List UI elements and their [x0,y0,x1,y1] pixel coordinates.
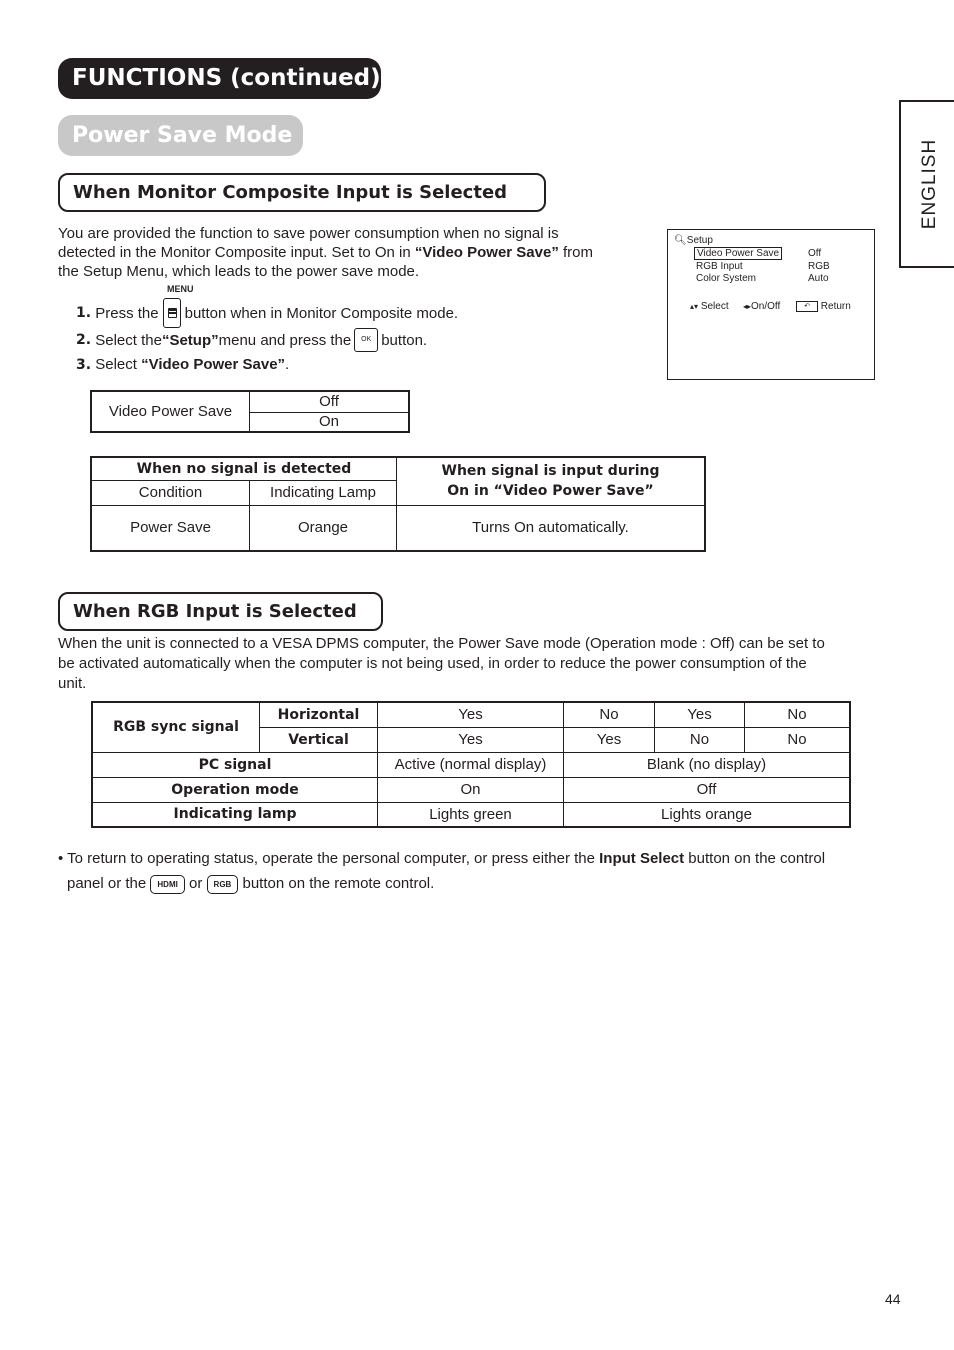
rgb-button-icon: RGB [207,875,239,894]
vertical-label: Vertical [260,727,378,752]
page-number: 44 [885,1291,901,1307]
rgb-heading: When RGB Input is Selected [58,592,383,631]
osd-item: Color System [696,273,757,284]
sync-cell: No [564,702,655,727]
rgb-intro-line-3: unit. [58,675,87,692]
osd-item-value: RGB [808,261,830,272]
step-3: 3. Select “Video Power Save”. [76,356,290,373]
sync-cell: Yes [655,702,745,727]
return-icon: ↶ [796,301,818,312]
input-select-emphasis: Input Select [599,850,685,867]
return-note [58,846,888,896]
rgb-intro-line-2: be activated automatically when the computer is not being used, in order to reduce the power consumption of the [58,655,807,672]
option-on: On [250,412,410,432]
rgb-intro-line-1: When the unit is connected to a VESA DPMS computer, the Power Save mode (Operation mode : Off) can be set to [58,635,825,652]
step-number: 1. [76,305,92,321]
sync-cell: No [745,727,851,752]
signal-input-header: When signal is input during On in “Video Power Save” [397,457,706,505]
signal-table [90,456,706,552]
step-2: 2. Select the “Setup” menu and press the OK button. [76,328,427,352]
indicating-lamp-green: Lights green [378,802,564,827]
rgb-intro [58,634,888,694]
language-tab [899,100,954,268]
sync-cell: Yes [564,727,655,752]
pc-signal-active: Active (normal display) [378,752,564,777]
lamp-value: Orange [250,505,397,551]
section-title: Power Save Mode [58,115,303,156]
video-power-save-emphasis: “Video Power Save” [414,244,559,261]
osd-footer-select: ▴▾ Select [690,301,729,312]
sync-cell: Yes [378,702,564,727]
language-tab-label: ENGLISH [919,138,940,230]
osd-item-value: Auto [808,273,829,284]
pc-signal-label: PC signal [92,752,378,777]
osd-setup-menu [667,229,875,380]
no-signal-header: When no signal is detected [91,457,397,480]
indicating-lamp-orange: Lights orange [564,802,851,827]
osd-item-value: Off [808,248,822,259]
up-down-arrow-icon: ▴▾ [690,302,699,311]
osd-item: RGB Input [696,261,743,272]
osd-footer-return: ↶ Return [796,301,851,312]
operation-mode-label: Operation mode [92,777,378,802]
condition-header: Condition [91,480,250,505]
return-note-line-2: panel or the HDMI or RGB button on the remote control. [67,875,435,892]
lamp-header: Indicating Lamp [250,480,397,505]
option-off: Off [250,391,410,412]
left-right-arrow-icon: ◂▸ [743,302,752,311]
composite-heading: When Monitor Composite Input is Selected [58,173,546,212]
osd-title: 🔍︎ Setup [674,235,713,246]
sync-label: RGB sync signal [92,702,260,752]
sync-cell: No [745,702,851,727]
composite-intro-line-2: detected in the Monitor Composite input. Set to On in “Video Power Save” from [58,244,593,261]
menu-button-icon [163,298,181,328]
menu-button-caption: MENU [167,284,194,294]
result-value: Turns On automatically. [397,505,706,551]
operation-mode-on: On [378,777,564,802]
sync-cell: Yes [378,727,564,752]
osd-item: Video Power Save [694,248,782,259]
condition-value: Power Save [91,505,250,551]
wrench-icon: 🔍︎ [674,235,687,246]
option-label: Video Power Save [91,391,250,432]
ok-button-icon: OK [354,328,378,352]
composite-intro [58,224,648,281]
pc-signal-blank: Blank (no display) [564,752,851,777]
operation-mode-off: Off [564,777,851,802]
step-1: 1. Press the button when in Monitor Composite mode. [76,297,458,329]
main-title: FUNCTIONS (continued) [58,58,381,99]
indicating-lamp-label: Indicating lamp [92,802,378,827]
sync-cell: No [655,727,745,752]
return-note-line-1: • To return to operating status, operate the personal computer, or press either the Input Select button on the control [58,850,826,867]
rgb-sync-table [91,701,851,828]
hdmi-button-icon: HDMI [150,875,184,894]
video-power-save-table [90,390,410,433]
composite-intro-line-3: the Setup Menu, which leads to the power save mode. [58,263,420,280]
horizontal-label: Horizontal [260,702,378,727]
composite-intro-line-1: You are provided the function to save power consumption when no signal is [58,225,559,242]
osd-footer-onoff: ◂▸On/Off [743,301,781,312]
